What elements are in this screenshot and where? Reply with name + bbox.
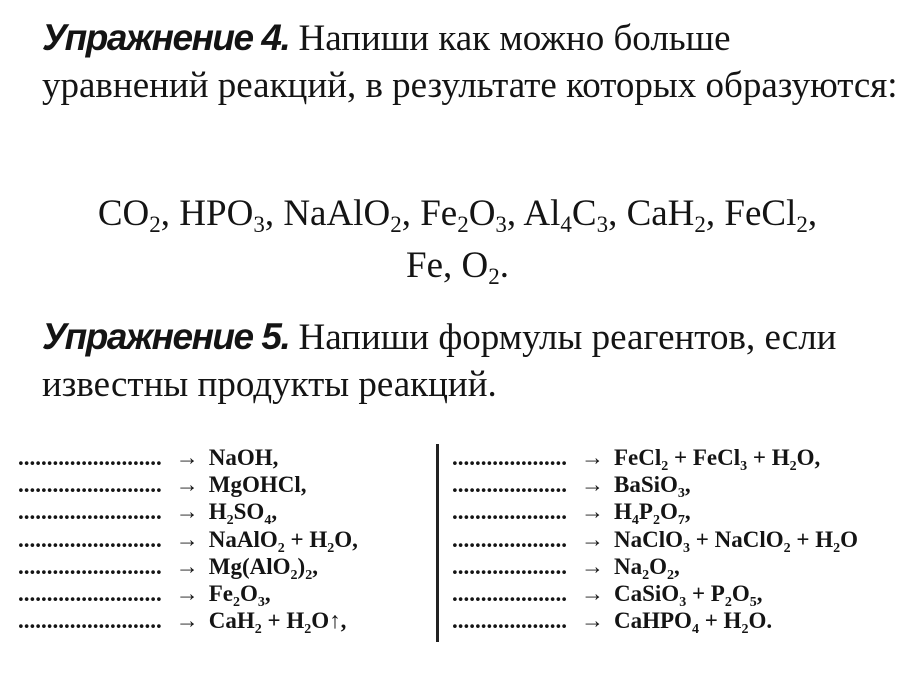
reaction-products: NaOH, [208, 445, 279, 470]
reaction-row-left [18, 580, 433, 610]
reaction-products: CaSiO$_3$ + $P_2O_5$, [614, 580, 763, 610]
reaction-column-left [18, 444, 433, 638]
formula-line-1 [0, 188, 915, 240]
formula-text: , [401, 193, 421, 234]
column-divider [436, 444, 439, 642]
reaction-row-right [452, 553, 915, 583]
exercise-5-text: Напиши формулы реагентов, если известны продукты реакций. [42, 317, 837, 405]
reagent-blank: ......................... [18, 472, 162, 498]
arrow-icon: → [175, 499, 199, 525]
reaction-row-left [18, 444, 433, 471]
reaction-row-left [18, 607, 433, 638]
reaction-row-left [18, 498, 433, 529]
reaction-row-left [18, 553, 433, 583]
reagent-blank: .................... [452, 472, 567, 498]
reagent-blank: ......................... [18, 526, 162, 552]
formula-list [0, 188, 915, 292]
formula: $O_2$ [461, 245, 500, 289]
arrow-icon: → [581, 608, 604, 634]
arrow-icon: → [175, 472, 199, 498]
arrow-icon: → [581, 553, 604, 579]
reaction-row-right [452, 526, 915, 556]
reaction-products: $Fe_2O_3$, [208, 580, 271, 610]
reaction-column-right [452, 444, 915, 638]
reaction-products: BaSiO$_3$, [614, 472, 691, 502]
reaction-products: NaClO$_3$ + NaClO$_2$ + $H_2O$ [614, 526, 858, 556]
formula-line-2 [0, 240, 915, 292]
arrow-icon: → [175, 608, 199, 634]
formula: CaH$_2$ [626, 193, 706, 237]
reaction-row-right [452, 498, 915, 529]
arrow-icon: → [175, 445, 199, 470]
reagent-blank: .................... [452, 445, 567, 470]
formula: NaAlO$_2$ [283, 193, 402, 237]
exercise-5-title: Упражнение 5. [42, 316, 290, 357]
formula: $O_3$ [468, 193, 507, 237]
arrow-icon: → [581, 472, 604, 498]
arrow-icon: → [581, 526, 604, 552]
formula: $HPO_3$ [179, 193, 265, 237]
reagent-blank: ......................... [18, 608, 162, 634]
formula-text: , [160, 193, 180, 234]
reaction-row-right [452, 580, 915, 610]
formula: $Al_4$ [523, 193, 572, 237]
formula-text: , [807, 193, 818, 234]
reagent-blank: ......................... [18, 499, 162, 525]
arrow-icon: → [581, 445, 604, 470]
formula: $C_3$ [571, 193, 609, 237]
reagent-blank: .................... [452, 526, 567, 552]
formula-text: Fe, [406, 245, 462, 286]
reaction-products: $H_2SO_4$, [208, 499, 278, 529]
arrow-icon: → [581, 499, 604, 525]
reagent-blank: ......................... [18, 445, 162, 470]
formula-text: , [608, 193, 627, 234]
reaction-products: NaAlO$_2$ + $H_2O$, [208, 526, 358, 556]
formula-text: , [264, 193, 284, 234]
exercise-4 [42, 14, 902, 109]
formula-text: , [705, 193, 725, 234]
reaction-products: FeCl$_2$ + FeCl$_3$ + $H_2O$, [614, 445, 821, 474]
reaction-row-left [18, 526, 433, 556]
formula: $Fe_2$ [420, 193, 469, 237]
reaction-row-left [18, 471, 433, 498]
reaction-products: $Na_2O_2$, [614, 553, 680, 583]
formula: FeCl$_2$ [724, 193, 808, 237]
arrow-icon: → [175, 526, 199, 552]
reaction-row-right [452, 607, 915, 638]
reagent-blank: .................... [452, 580, 567, 606]
formula-text: , [506, 193, 524, 234]
reaction-products: $CaH_2 + H_2O↑$, [208, 608, 347, 638]
reagent-blank: .................... [452, 553, 567, 579]
reaction-products: $H_4P_2O_7$, [614, 499, 691, 529]
reaction-row-right [452, 444, 915, 474]
arrow-icon: → [175, 553, 199, 579]
reagent-blank: ......................... [18, 580, 162, 606]
reagent-blank: .................... [452, 608, 567, 634]
exercise-4-text: Напиши как можно больше уравнений реакций, в результате которых образуются: [42, 18, 898, 106]
reagent-blank: ......................... [18, 553, 162, 579]
formula-text: . [499, 245, 509, 286]
reagent-blank: .................... [452, 499, 567, 525]
arrow-icon: → [175, 580, 199, 606]
exercise-5 [42, 313, 902, 408]
reaction-table [0, 444, 915, 664]
reaction-products: CaHPO$_4$ + $H_2O$. [614, 608, 773, 638]
reaction-row-right [452, 471, 915, 502]
reaction-products: MgOHCl, [208, 472, 307, 498]
reaction-products: $Mg(AlO_2)_2$, [208, 553, 318, 583]
arrow-icon: → [581, 580, 604, 606]
exercise-4-title: Упражнение 4. [42, 17, 290, 58]
formula: $CO_2$ [97, 193, 161, 237]
